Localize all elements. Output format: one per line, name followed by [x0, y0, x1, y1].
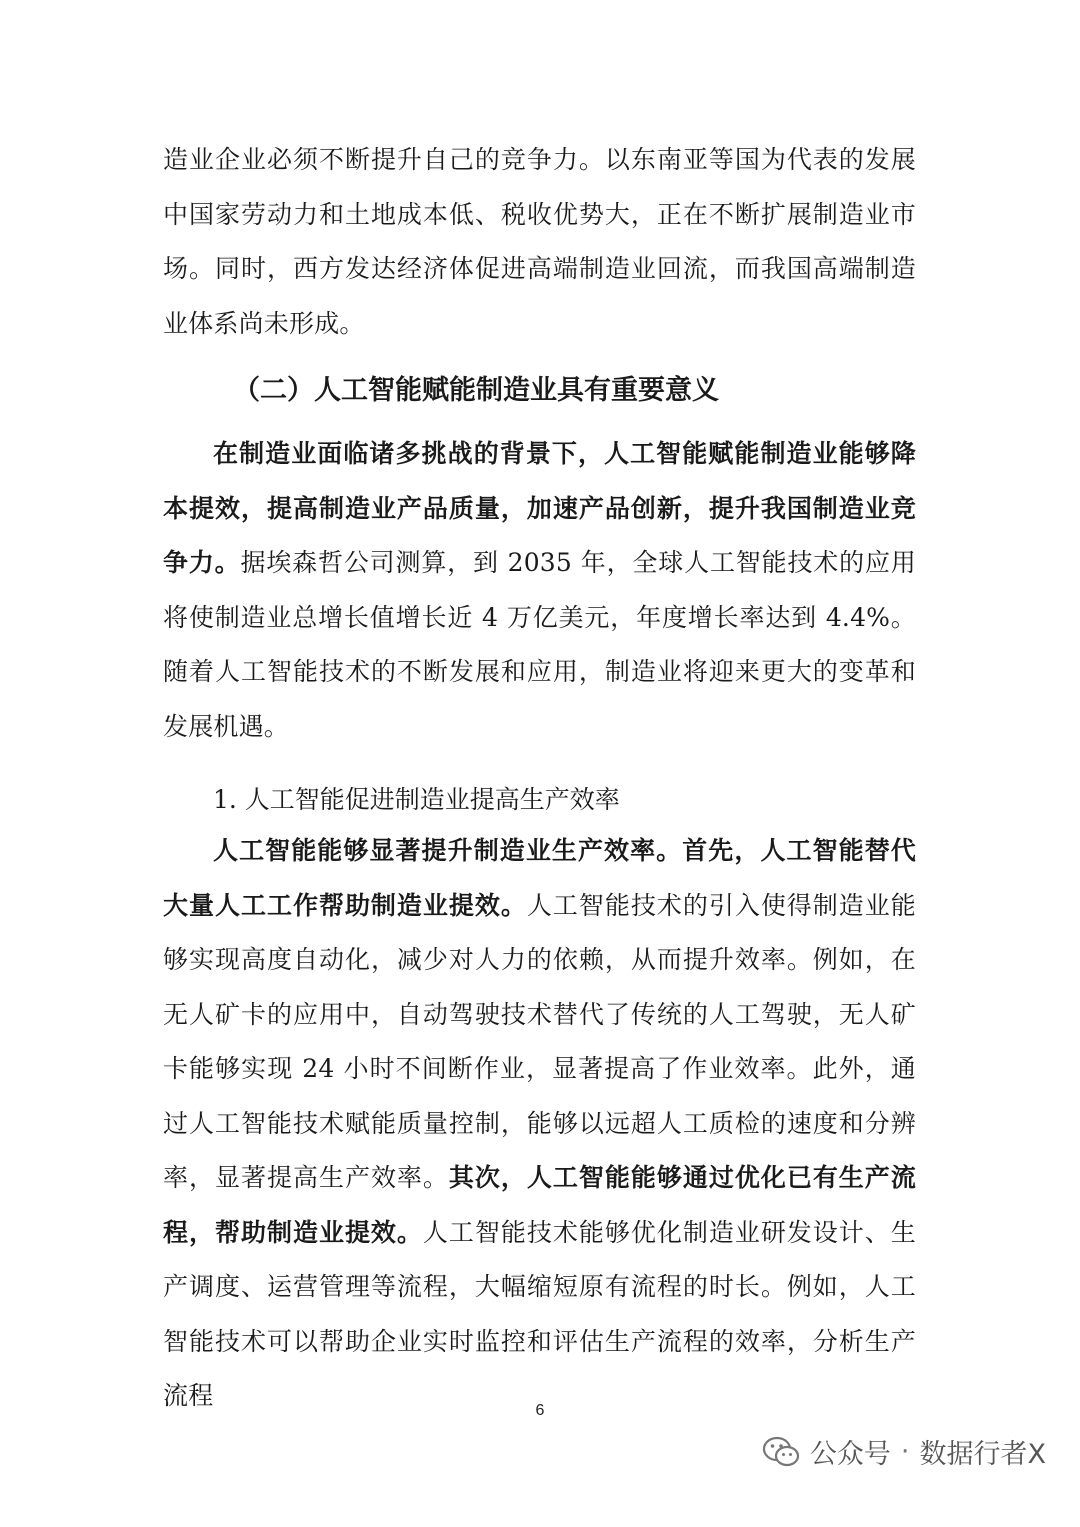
paragraph-bold-text: 在制造业面临诸多挑战的背景下，人工智能赋能制造业能够降本提效，提高制造业产品质量，加速产品创新，提升我国制造业竞争力。 [163, 439, 916, 577]
body-paragraph [163, 133, 916, 351]
body-paragraph [163, 427, 916, 754]
wechat-icon [762, 1436, 800, 1468]
watermark-account-name: 数据行者X [919, 1439, 1046, 1470]
watermark-separator: · [900, 1436, 910, 1467]
paragraph-text: 人工智能技术的引入使得制造业能够实现高度自动化，减少对人力的依赖，从而提升效率。例如，在无人矿卡的应用中，自动驾驶技术替代了传统的人工驾驶，无人矿卡能够实现 24 小时不间断作业，显著提高了作业效率。此外，通过人工智能技术赋能质量控制，能够以远超人工质检的速度和分辨率，显著提高生产效率。 [163, 890, 916, 1192]
paragraph-text: 造业企业必须不断提升自己的竞争力。以东南亚等国为代表的发展中国家劳动力和土地成本低、税收优势大，正在不断扩展制造业市场。同时，西方发达经济体促进高端制造业回流，而我国高端制造业体系尚未形成。 [163, 145, 916, 338]
watermark-account-label: 公众号 [809, 1439, 891, 1470]
paragraph-text: 据埃森哲公司测算，到 2035 年，全球人工智能技术的应用将使制造业总增长值增长近 4 万亿美元，年度增长率达到 4.4%。随着人工智能技术的不断发展和应用，制造业将迎来更大的变革和发展机遇。 [163, 548, 916, 741]
paragraph-text: 人工智能技术能够优化制造业研发设计、生产调度、运营管理等流程，大幅缩短原有流程的时长。例如，人工智能技术可以帮助企业实时监控和评估生产流程的效率，分析生产流程 [163, 1217, 916, 1410]
watermark [762, 1432, 1046, 1471]
paragraph-bold-text: 其次，人工智能能够通过优化已有生产流程，帮助制造业提效。 [163, 1163, 916, 1247]
body-paragraph [163, 824, 916, 1424]
page-number: 6 [535, 1402, 545, 1419]
paragraph-bold-text: 人工智能能够显著提升制造业生产效率。首先，人工智能替代大量人工工作帮助制造业提效。 [163, 836, 916, 920]
subsection-heading: 1. 人工智能促进制造业提高生产效率 [213, 785, 620, 814]
section-heading: （二）人工智能赋能制造业具有重要意义 [233, 375, 719, 406]
